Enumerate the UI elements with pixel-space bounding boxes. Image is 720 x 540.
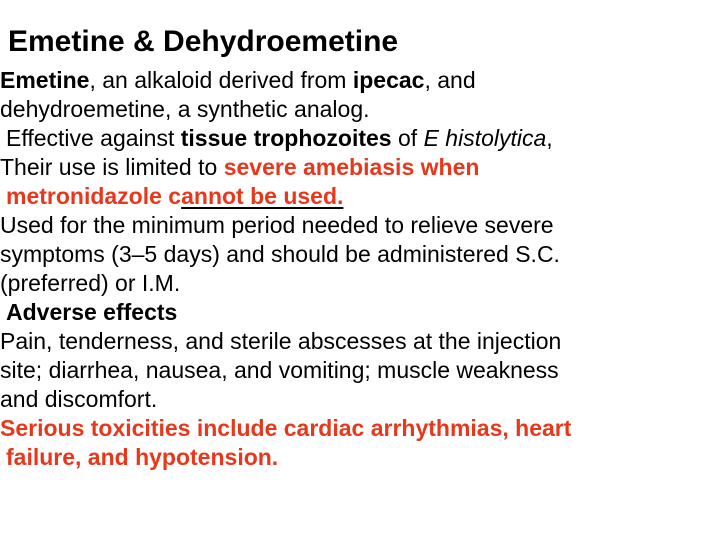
paragraph-emetine-line-2: dehydroemetine, a synthetic analog.: [0, 96, 370, 122]
emphasis-cannot-be-used: annot be used.: [181, 183, 344, 209]
adverse-effects-heading: Adverse effects: [6, 299, 178, 325]
paragraph-adverse-line-3: and discomfort.: [0, 386, 158, 412]
term-emetine: Emetine: [0, 67, 90, 93]
emphasis-metronidazole: metronidazole c: [6, 183, 182, 209]
paragraph-adverse-line-1: Pain, tenderness, and sterile abscesses at the injection: [0, 328, 562, 354]
paragraph-use-line-2: [0, 182, 718, 211]
paragraph-dosing-line-2: symptoms (3–5 days) and should be administered S.C.: [0, 241, 560, 267]
term-tissue-trophozoites: tissue trophozoites: [180, 125, 392, 151]
term-e-histolytica: E histolytica: [423, 125, 547, 151]
text-segment: Their use is limited to: [0, 154, 224, 180]
paragraph-adverse-line-2: site; diarrhea, nausea, and vomiting; muscle weakness: [0, 357, 559, 383]
paragraph-toxicities-line-1: Serious toxicities include cardiac arrhythmias, heart: [0, 415, 572, 441]
text-segment: ,: [546, 125, 553, 151]
paragraph-dosing-line-1: Used for the minimum period needed to relieve severe: [0, 212, 554, 238]
slide-body: [0, 66, 718, 472]
paragraph-dosing-line-3: (preferred) or I.M.: [0, 270, 181, 296]
text-segment: , an alkaloid derived from: [89, 67, 353, 93]
paragraph-emetine-line-1: [0, 66, 718, 95]
emphasis-severe-amebiasis: severe amebiasis when: [223, 154, 480, 180]
paragraph-effective: [0, 124, 718, 153]
paragraph-toxicities-line-2: failure, and hypotension.: [6, 444, 279, 470]
text-segment: Effective against: [6, 125, 181, 151]
text-segment: of: [391, 125, 424, 151]
term-ipecac: ipecac: [352, 67, 425, 93]
text-segment: , and: [424, 67, 476, 93]
paragraph-use-line-1: [0, 153, 718, 182]
slide-title: Emetine & Dehydroemetine: [8, 25, 399, 58]
